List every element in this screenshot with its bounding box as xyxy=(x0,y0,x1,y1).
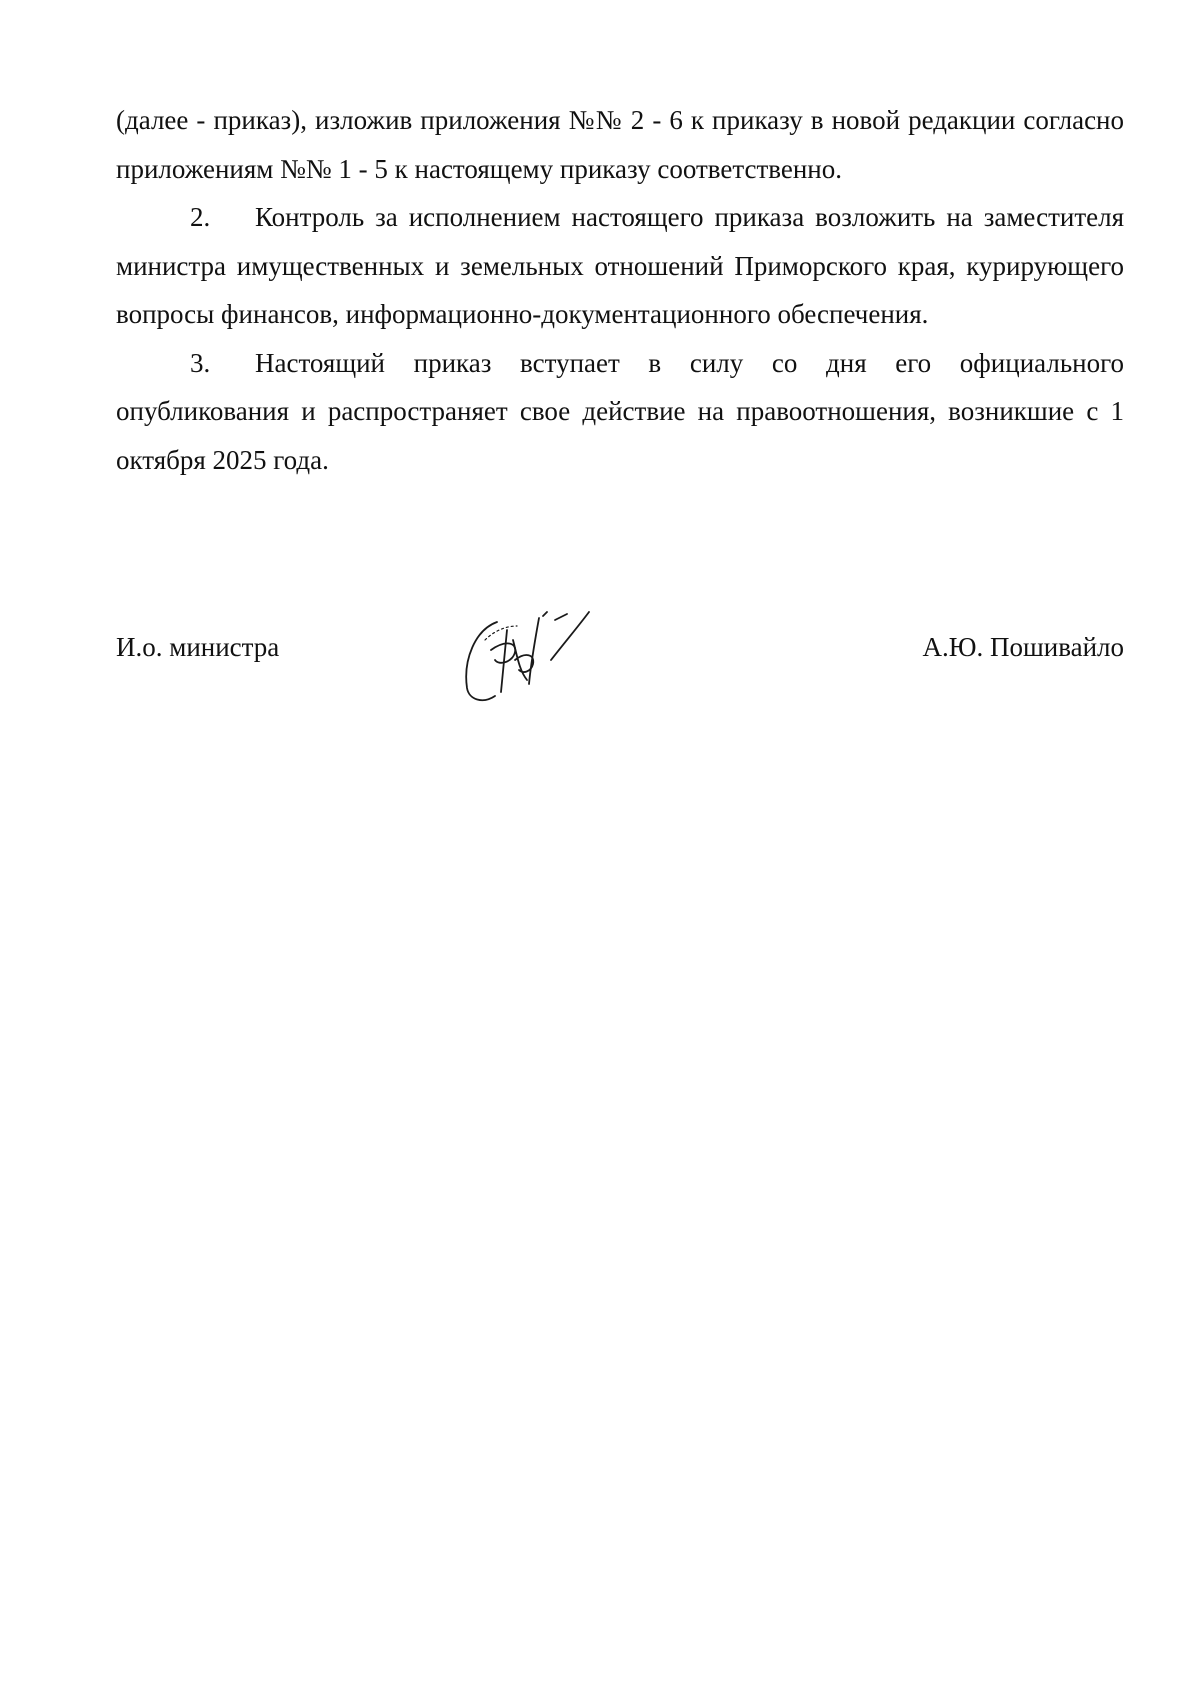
position-title: И.о. министра xyxy=(116,632,280,662)
item-number: 2. xyxy=(190,202,211,232)
item-number: 3. xyxy=(190,347,211,378)
order-item-3 xyxy=(116,339,1124,485)
item-text: Контроль за исполнением настоящего приказа возложить на заместителя министра имущественных и земельных отношений Приморского края, курирующего вопросы финансов, информационно-документационного обеспечения. xyxy=(116,202,1124,329)
handwritten-signature xyxy=(455,600,615,710)
signatory-name: А.Ю. Пошивайло xyxy=(922,632,1124,662)
continuation-paragraph: (далее - приказ), изложив приложения №№ 2 - 6 к приказу в новой редакции согласно приложениям №№ 1 - 5 к настоящему приказу соответственно. xyxy=(116,105,1124,184)
item-text: Настоящий приказ вступает в силу со дня его официального опубликования и распространяет свое действие на правоотношения, возникшие с 1 октября 2025 года. xyxy=(116,347,1124,475)
order-item-2 xyxy=(116,193,1124,339)
document-body xyxy=(116,96,1124,484)
